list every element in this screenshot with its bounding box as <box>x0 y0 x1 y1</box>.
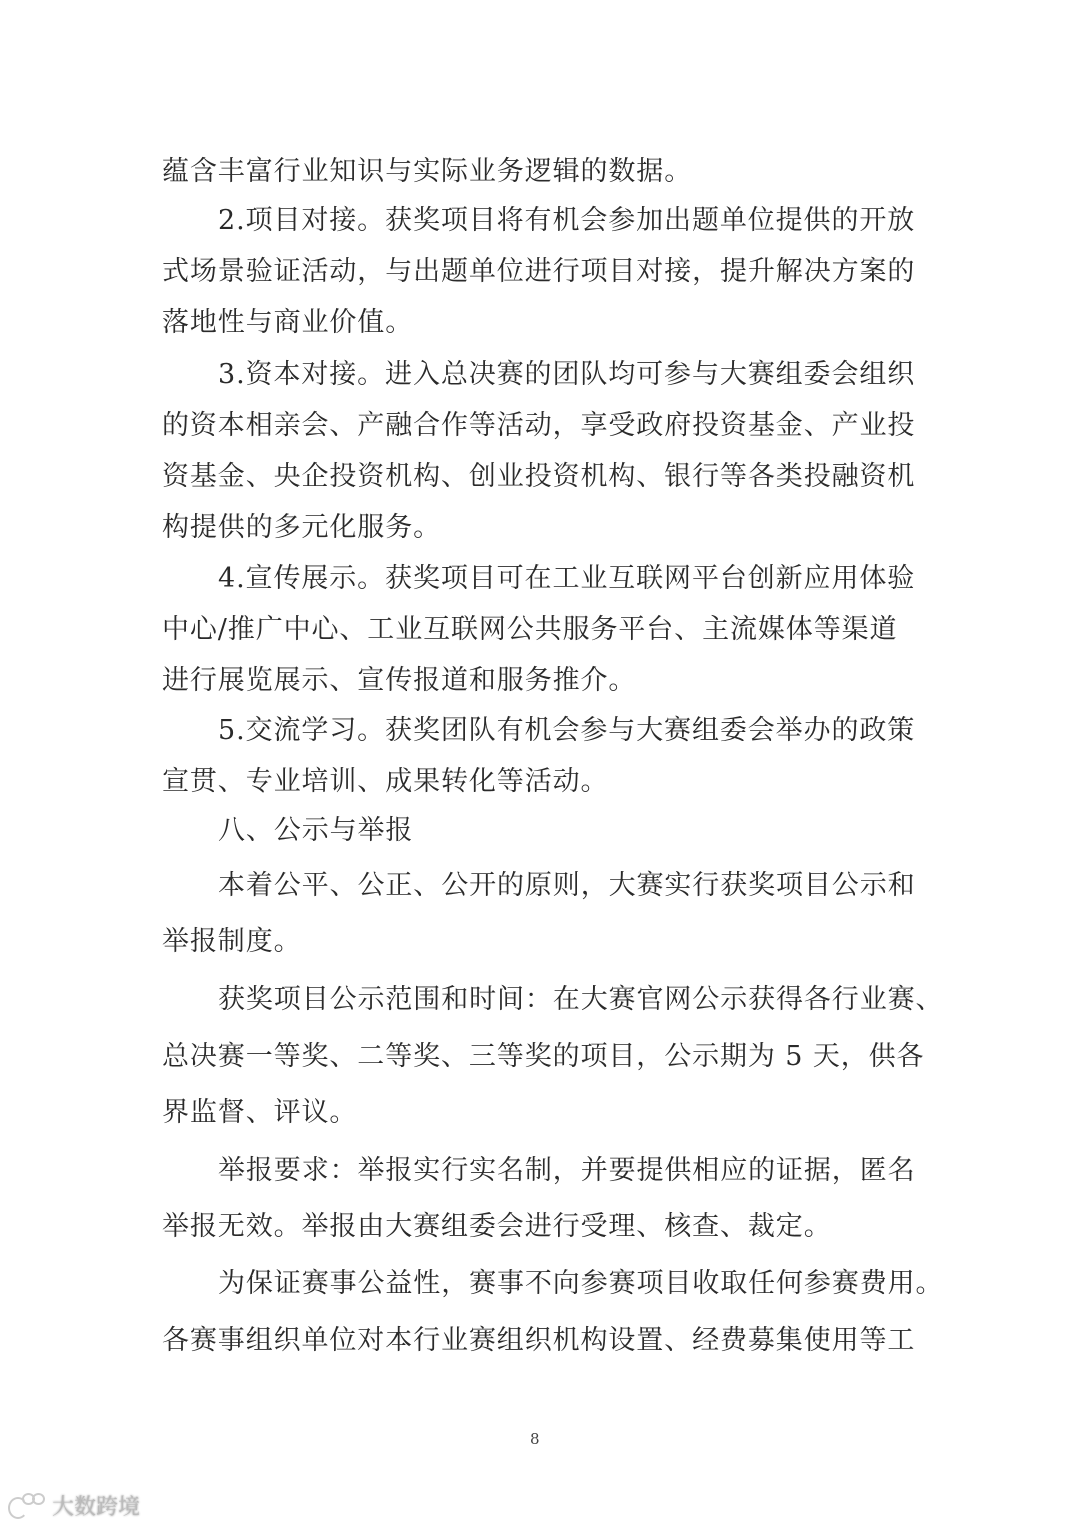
text-line: 各赛事组织单位对本行业赛组织机构设置、经费募集使用等工 <box>162 1325 916 1356</box>
watermark-logo-icon <box>8 1493 46 1519</box>
text-line: 2.项目对接。获奖项目将有机会参加出题单位提供的开放 <box>218 205 916 236</box>
text-line: 4.宣传展示。获奖项目可在工业互联网平台创新应用体验 <box>218 563 916 594</box>
text-line: 举报无效。举报由大赛组委会进行受理、核查、裁定。 <box>162 1211 832 1242</box>
text-line: 为保证赛事公益性，赛事不向参赛项目收取任何参赛费用。 <box>218 1268 944 1299</box>
section-heading: 八、公示与举报 <box>218 815 414 846</box>
text-line: 构提供的多元化服务。 <box>162 512 441 543</box>
text-line: 蕴含丰富行业知识与实际业务逻辑的数据。 <box>162 156 693 187</box>
watermark <box>8 1490 140 1521</box>
text-line: 式场景验证活动，与出题单位进行项目对接，提升解决方案的 <box>162 256 916 287</box>
watermark-text: 大数跨境 <box>52 1495 141 1520</box>
text-line: 界监督、评议。 <box>162 1097 358 1128</box>
page-number: 8 <box>530 1430 540 1448</box>
text-line: 落地性与商业价值。 <box>162 307 414 338</box>
text-line: 资基金、央企投资机构、创业投资机构、银行等各类投融资机 <box>162 461 916 492</box>
text-line: 总决赛一等奖、二等奖、三等奖的项目，公示期为 5 天，供各 <box>162 1041 925 1072</box>
text-line: 举报制度。 <box>162 926 302 957</box>
text-line: 举报要求：举报实行实名制，并要提供相应的证据，匿名 <box>218 1155 916 1186</box>
text-line: 中心/推广中心、工业互联网公共服务平台、主流媒体等渠道 <box>162 614 898 645</box>
text-line: 本着公平、公正、公开的原则，大赛实行获奖项目公示和 <box>218 870 916 901</box>
text-line: 获奖项目公示范围和时间：在大赛官网公示获得各行业赛、 <box>218 984 944 1015</box>
text-line: 进行展览展示、宣传报道和服务推介。 <box>162 665 637 696</box>
text-line: 3.资本对接。进入总决赛的团队均可参与大赛组委会组织 <box>218 359 916 390</box>
text-line: 5.交流学习。获奖团队有机会参与大赛组委会举办的政策 <box>218 715 916 746</box>
text-line: 宣贯、专业培训、成果转化等活动。 <box>162 766 609 797</box>
text-line: 的资本相亲会、产融合作等活动，享受政府投资基金、产业投 <box>162 410 916 441</box>
